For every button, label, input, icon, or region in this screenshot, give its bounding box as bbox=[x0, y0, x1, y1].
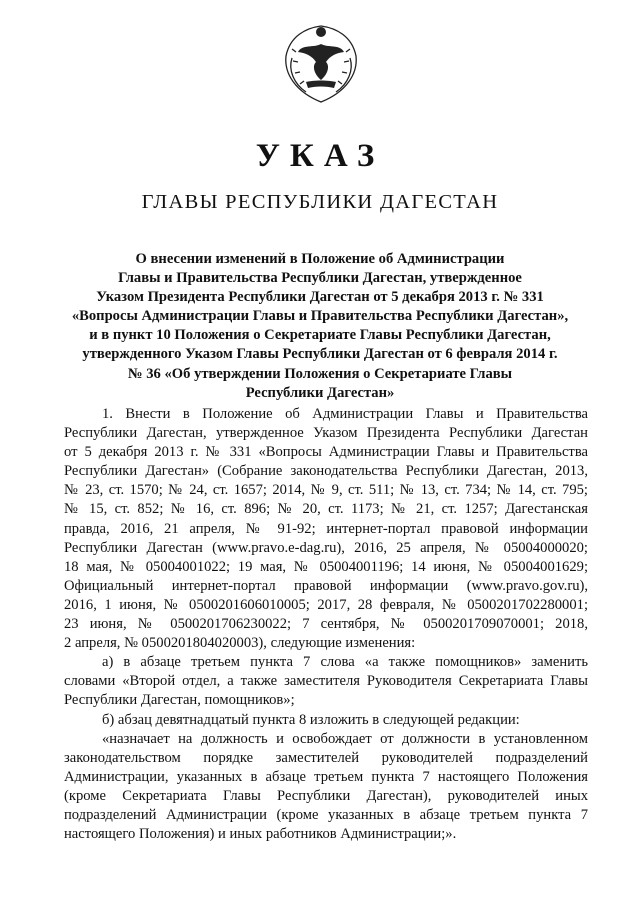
paragraph-item-1 bbox=[64, 405, 588, 653]
text-line: 23 июня, № 0500201706230022; 7 сентября, № 0500201709070001; 2018, bbox=[64, 616, 588, 633]
paragraph-new-wording bbox=[64, 730, 588, 845]
decree-body bbox=[64, 405, 588, 844]
text-line: Официальный интернет-портал правовой информации (www.pravo.gov.ru), bbox=[64, 577, 588, 594]
heading-line: О внесении изменений в Положение об Администрации bbox=[135, 251, 505, 267]
text-line: № 15, ст. 852; № 16, ст. 896; № 20, ст. 1173; № 21, ст. 1257; Дагестанская bbox=[64, 501, 588, 518]
heading-line: утвержденного Указом Главы Республики Дагестан от 6 февраля 2014 г. bbox=[82, 346, 558, 363]
text-line: Республики Дагестан, утвержденное Указом Президента Республики Дагестан bbox=[64, 425, 588, 442]
text-line: «назначает на должность и освобождает от должности в установленном bbox=[102, 730, 588, 747]
text-line: от 5 декабря 2013 г. № 331 «Вопросы Администрации Главы и Правительства bbox=[64, 444, 588, 461]
paragraph-subitem-a bbox=[64, 653, 588, 710]
text-line: а) в абзаце третьем пункта 7 слова «а также помощников» заменить bbox=[102, 654, 588, 671]
heading-line: и в пункт 10 Положения о Секретариате Главы Республики Дагестан, bbox=[89, 327, 551, 344]
text-line: 2 апреля, № 0500201804020003), следующие изменения: bbox=[64, 635, 416, 652]
coat-of-arms-emblem bbox=[276, 22, 366, 106]
text-line: законодательством порядке заместителей руководителей подразделений bbox=[64, 749, 588, 766]
text-line: 2016, 1 июня, № 0500201606010005; 2017, 28 февраля, № 0500201702280001; bbox=[64, 596, 588, 613]
text-line: № 23, ст. 1570; № 24, ст. 1657; 2014, № 9, ст. 511; № 13, ст. 734; № 14, ст. 795; bbox=[64, 482, 588, 499]
text-line: Администрации, указанных в абзаце третьем пункта 7 настоящего Положения bbox=[64, 768, 588, 785]
decree-heading bbox=[40, 250, 600, 403]
document-title: УКАЗ bbox=[255, 138, 385, 174]
text-line: б) абзац девятнадцатый пункта 8 изложить в следующей редакции: bbox=[102, 711, 520, 728]
heading-line: № 36 «Об утверждении Положения о Секретариате Главы bbox=[127, 365, 513, 382]
heading-line: Республики Дагестан» bbox=[245, 384, 395, 401]
text-line: Республики Дагестан (www.pravo.e-dag.ru), 2016, 25 апреля, № 05004000020; bbox=[64, 539, 588, 556]
text-line: подразделений Администрации (кроме указанных в абзаце третьем пункта 7 bbox=[64, 806, 588, 823]
text-line: (кроме Секретариата Главы Республики Дагестан), руководителей иных bbox=[64, 787, 588, 804]
heading-line: Главы и Правительства Республики Дагестан, утвержденное bbox=[118, 270, 522, 287]
document-subtitle: ГЛАВЫ РЕСПУБЛИКИ ДАГЕСТАН bbox=[141, 191, 499, 213]
text-line: 1. Внести в Положение об Администрации Главы и Правительства bbox=[102, 406, 588, 422]
heading-line: «Вопросы Администрации Главы и Правительства Республики Дагестан», bbox=[71, 308, 569, 325]
paragraph-subitem-b bbox=[64, 711, 588, 730]
text-line: 18 мая, № 05004001022; 19 мая, № 05004001196; 14 июня, № 05004001629; bbox=[64, 558, 588, 575]
text-line: правда, 2016, 21 апреля, № 91-92; интернет-портал правовой информации bbox=[64, 520, 588, 537]
text-line: Республики Дагестан» (Собрание законодательства Республики Дагестан, 2013, bbox=[64, 463, 588, 480]
text-line: настоящего Положения) и иных работников Администрации;». bbox=[64, 826, 457, 843]
text-line: словами «Второй отдел, а также заместителя Руководителя Секретариата Главы bbox=[64, 673, 588, 690]
text-line: Республики Дагестан, помощников»; bbox=[64, 692, 295, 709]
heading-line: Указом Президента Республики Дагестан от 5 декабря 2013 г. № 331 bbox=[96, 289, 544, 306]
